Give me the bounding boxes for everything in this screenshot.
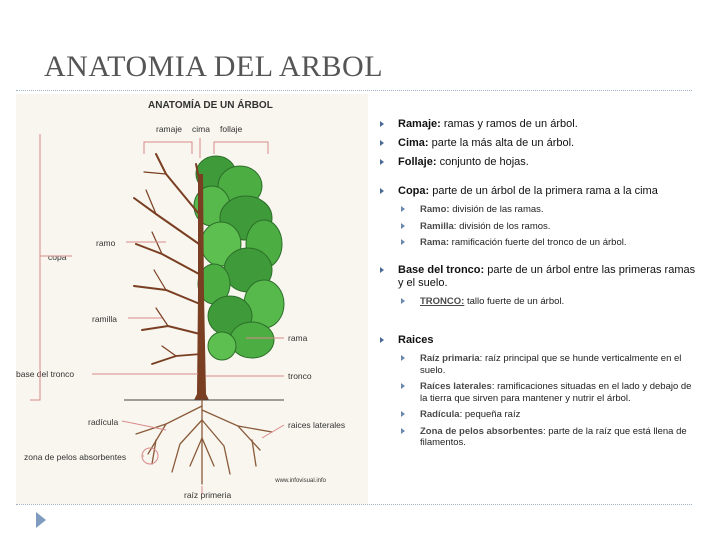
list-subitem-zona-pelos: Zona de pelos absorbentes: parte de la raíz que está llena de filamentos. <box>378 426 696 449</box>
list-subitem-ramilla: Ramilla: división de los ramos. <box>378 221 696 233</box>
bullet-icon <box>380 140 384 146</box>
label-base-tronco: base del tronco <box>16 369 75 379</box>
branches <box>134 154 201 364</box>
bullet-icon <box>401 411 405 417</box>
foliage <box>194 156 284 360</box>
bullet-icon <box>380 267 384 273</box>
label-ramilla: ramilla <box>92 314 118 324</box>
bullet-icon <box>401 206 405 212</box>
bullet-icon <box>401 383 405 389</box>
list-subitem-ramo: Ramo: división de las ramas. <box>378 204 696 216</box>
label-copa: copa <box>48 252 67 262</box>
list-subitem-rama: Rama: ramificación fuerte del tronco de un árbol. <box>378 237 696 249</box>
tree-anatomy-diagram <box>16 94 368 504</box>
label-zona-pelos: zona de pelos absorbentes <box>24 452 127 462</box>
bullet-icon <box>380 188 384 194</box>
list-subitem-raiz-primaria: Raíz primaria: raíz principal que se hunde verticalmente en el suelo. <box>378 353 696 376</box>
bullet-icon <box>380 337 384 343</box>
list-subitem-tronco: TRONCO: tallo fuerte de un árbol. <box>378 296 696 308</box>
list-item-raices: Raices <box>378 334 696 347</box>
watermark: www.infovisual.info <box>275 478 326 484</box>
label-rama: rama <box>288 333 308 343</box>
list-item-follaje: Follaje: conjunto de hojas. <box>378 156 696 169</box>
label-cima: cima <box>192 124 210 134</box>
top-label-brackets <box>144 138 268 158</box>
slide-title: ANATOMIA DEL ARBOL <box>44 50 384 83</box>
label-raiz-primaria: raíz primeria <box>184 490 232 500</box>
bullet-icon <box>380 159 384 165</box>
bullet-icon <box>380 121 384 127</box>
roots <box>136 400 272 484</box>
list-item-base-tronco: Base del tronco: parte de un árbol entre las primeras ramas y el suelo. <box>378 264 696 290</box>
bullet-icon <box>401 428 405 434</box>
label-raices-laterales: raices laterales <box>288 420 346 430</box>
bullet-icon <box>401 239 405 245</box>
diagram-title: ANATOMÍA DE UN ÁRBOL <box>148 100 273 111</box>
list-subitem-raices-laterales: Raíces laterales: ramificaciones situadas en el lado y debajo de la tierra que sirven para mantener y nutrir el árbol. <box>378 381 696 404</box>
definitions-list <box>378 118 696 454</box>
label-tronco: tronco <box>288 371 312 381</box>
play-arrow-icon <box>36 512 46 528</box>
footer-divider <box>16 504 692 505</box>
list-item-copa: Copa: parte de un árbol de la primera rama a la cima <box>378 185 696 198</box>
label-ramo: ramo <box>96 238 116 248</box>
list-item-ramaje: Ramaje: ramas y ramos de un árbol. <box>378 118 696 131</box>
bullet-icon <box>401 223 405 229</box>
list-item-cima: Cima: parte la más alta de un árbol. <box>378 137 696 150</box>
bullet-icon <box>401 298 405 304</box>
title-divider <box>16 90 692 91</box>
list-subitem-radicula: Radícula: pequeña raíz <box>378 409 696 421</box>
bullet-icon <box>401 355 405 361</box>
label-radicula: radícula <box>88 417 119 427</box>
tree-diagram-svg <box>16 94 368 504</box>
label-ramaje: ramaje <box>156 124 182 134</box>
label-follaje: follaje <box>220 124 243 134</box>
